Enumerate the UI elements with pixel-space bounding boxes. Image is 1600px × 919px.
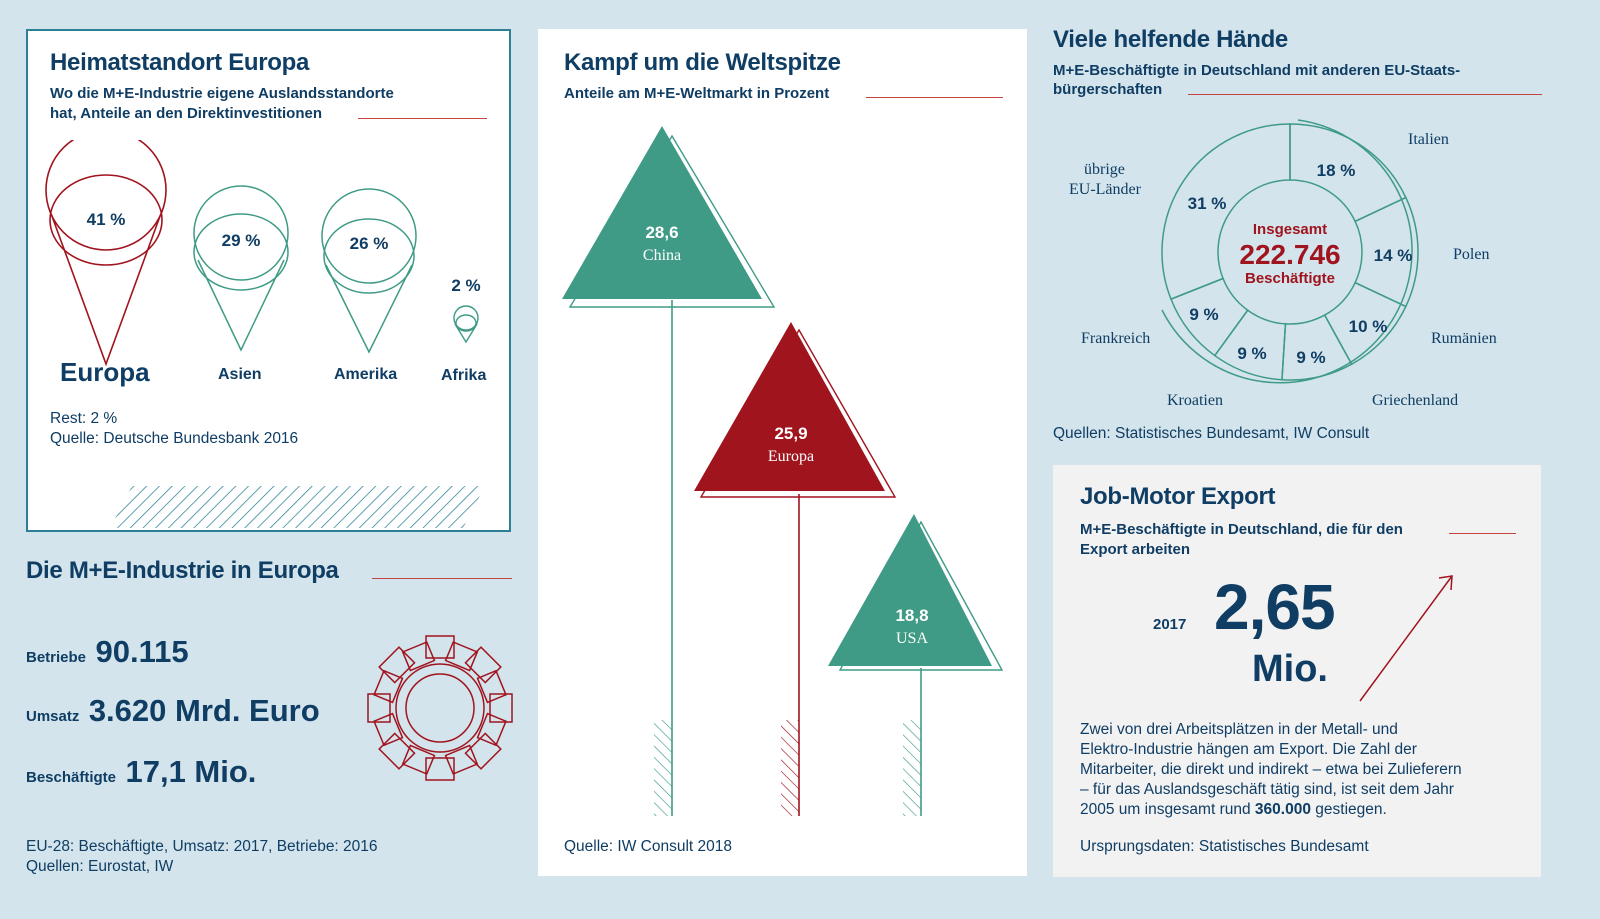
- triangle-usa-value: 18,8: [895, 606, 929, 625]
- triangle-china-label: China: [642, 247, 682, 264]
- stat-umsatz: [26, 693, 320, 729]
- heimat-hatch: [110, 484, 490, 532]
- pin-amerika: [322, 189, 416, 352]
- pin-afrika-percent: 2 %: [451, 276, 481, 295]
- pin-label-asien: Asien: [218, 366, 262, 383]
- heimat-source: Quelle: Deutsche Bundesbank 2016: [50, 430, 299, 447]
- heimat-accent-line: [358, 118, 487, 119]
- triangle-europa: [694, 322, 895, 816]
- heimat-pins: [26, 140, 511, 390]
- weltspitze-subtitle: Anteile am M+E-Weltmarkt in Prozent: [564, 85, 830, 102]
- industrie-title: Die M+E-Industrie in Europa: [26, 557, 339, 584]
- heimat-subtitle-2: hat, Anteile an den Direktinvestitionen: [50, 105, 322, 122]
- stat-betriebe-value: 90.115: [95, 634, 189, 669]
- jobmotor-subtitle-2: Export arbeiten: [1080, 541, 1191, 558]
- triangle-usa-label: USA: [895, 630, 929, 647]
- stat-beschaeftigte: [26, 754, 256, 790]
- jobmotor-big-value: 2,65: [1214, 571, 1335, 643]
- pin-label-amerika: Amerika: [334, 366, 398, 383]
- stat-umsatz-value: 3.620 Mrd. Euro: [88, 693, 320, 728]
- heimat-title: Heimatstandort Europa: [50, 49, 310, 76]
- donut-label-uebrige-2: EU-Länder: [1069, 181, 1141, 198]
- heimat-subtitle-1: Wo die M+E-Industrie eigene Auslandsstandorte: [50, 85, 394, 102]
- donut-pct-italien: 18 %: [1316, 161, 1356, 180]
- haende-donut: [1150, 110, 1440, 400]
- weltspitze-chart: [538, 110, 1027, 830]
- pin-label-afrika: Afrika: [441, 367, 487, 384]
- jobmotor-text-4: – für das Auslandsgeschäft tätig sind, ist seit dem Jahr: [1080, 781, 1454, 798]
- stat-betriebe-label: Betriebe: [26, 649, 87, 666]
- donut-label-griechenland: Griechenland: [1372, 392, 1459, 409]
- weltspitze-source: Quelle: IW Consult 2018: [564, 838, 733, 855]
- stat-beschaeftigte-label: Beschäftigte: [26, 769, 117, 786]
- donut-pct-griechenland: 9 %: [1296, 348, 1326, 367]
- pin-afrika: [451, 276, 480, 342]
- haende-source: Quellen: Statistisches Bundesamt, IW Consult: [1053, 425, 1370, 442]
- jobmotor-text-5b: 360.000: [1254, 801, 1311, 818]
- donut-pct-kroatien: 9 %: [1237, 344, 1267, 363]
- donut-center-top: Insgesamt: [1252, 221, 1328, 238]
- industrie-accent-line: [372, 578, 512, 579]
- donut-label-uebrige-1: übrige: [1084, 161, 1125, 178]
- donut-pct-uebrige: 31 %: [1187, 194, 1227, 213]
- jobmotor-text-5: [1080, 800, 1520, 820]
- donut-label-frankreich: Frankreich: [1081, 330, 1151, 347]
- jobmotor-text-1: Zwei von drei Arbeitsplätzen in der Metall- und: [1080, 721, 1398, 738]
- donut-pct-polen: 14 %: [1373, 246, 1413, 265]
- haende-title: Viele helfende Hände: [1053, 26, 1288, 53]
- jobmotor-text-5c: gestiegen.: [1315, 801, 1387, 818]
- haende-accent-line: [1188, 94, 1542, 95]
- gear-icon: [362, 630, 518, 786]
- donut-label-kroatien: Kroatien: [1167, 392, 1223, 409]
- pin-label-europa: Europa: [60, 357, 150, 387]
- stat-betriebe: [26, 634, 189, 670]
- jobmotor-source: Ursprungsdaten: Statistisches Bundesamt: [1080, 838, 1369, 855]
- donut-label-rumaenien: Rumänien: [1431, 330, 1497, 347]
- donut-label-polen: Polen: [1453, 246, 1490, 263]
- pin-europa-percent: 41 %: [86, 210, 126, 229]
- stat-beschaeftigte-value: 17,1 Mio.: [125, 754, 257, 789]
- triangle-europa-value: 25,9: [774, 424, 808, 443]
- heimat-rest: Rest: 2 %: [50, 410, 118, 427]
- weltspitze-title: Kampf um die Weltspitze: [564, 49, 841, 76]
- jobmotor-text-3: Mitarbeiter, die direkt und indirekt – etwa bei Zulieferern: [1080, 761, 1462, 778]
- industrie-source: Quellen: Eurostat, IW: [26, 858, 174, 875]
- stat-umsatz-label: Umsatz: [26, 708, 80, 725]
- industrie-note: EU-28: Beschäftigte, Umsatz: 2017, Betriebe: 2016: [26, 838, 378, 855]
- donut-pct-rumaenien: 10 %: [1348, 317, 1388, 336]
- triangle-europa-label: Europa: [767, 448, 815, 465]
- haende-subtitle-2: bürgerschaften: [1053, 81, 1163, 98]
- jobmotor-text-5a: 2005 um insgesamt rund: [1080, 801, 1251, 818]
- donut-pct-frankreich: 9 %: [1189, 305, 1219, 324]
- jobmotor-year: 2017: [1153, 616, 1187, 633]
- haende-subtitle-1: M+E-Beschäftigte in Deutschland mit anderen EU-Staats-: [1053, 62, 1461, 79]
- jobmotor-big-unit: Mio.: [1252, 648, 1328, 690]
- jobmotor-title: Job-Motor Export: [1080, 483, 1276, 510]
- pin-asien-percent: 29 %: [221, 231, 261, 250]
- pin-europa: [46, 140, 166, 364]
- arrow-up-right-icon: [1355, 570, 1460, 706]
- triangle-china-value: 28,6: [645, 223, 679, 242]
- jobmotor-accent-line: [1449, 533, 1516, 534]
- jobmotor-text: [1080, 720, 1520, 820]
- pin-asien: [194, 186, 288, 350]
- pin-amerika-percent: 26 %: [349, 234, 389, 253]
- weltspitze-accent-line: [866, 97, 1003, 98]
- jobmotor-subtitle-1: M+E-Beschäftigte in Deutschland, die für den: [1080, 521, 1403, 538]
- donut-center-value: 222.746: [1239, 239, 1341, 270]
- jobmotor-text-2: Elektro-Industrie hängen am Export. Die Zahl der: [1080, 741, 1417, 758]
- triangle-usa: [828, 514, 1002, 816]
- donut-center-bottom: Beschäftigte: [1244, 270, 1336, 287]
- donut-label-italien: Italien: [1408, 131, 1449, 148]
